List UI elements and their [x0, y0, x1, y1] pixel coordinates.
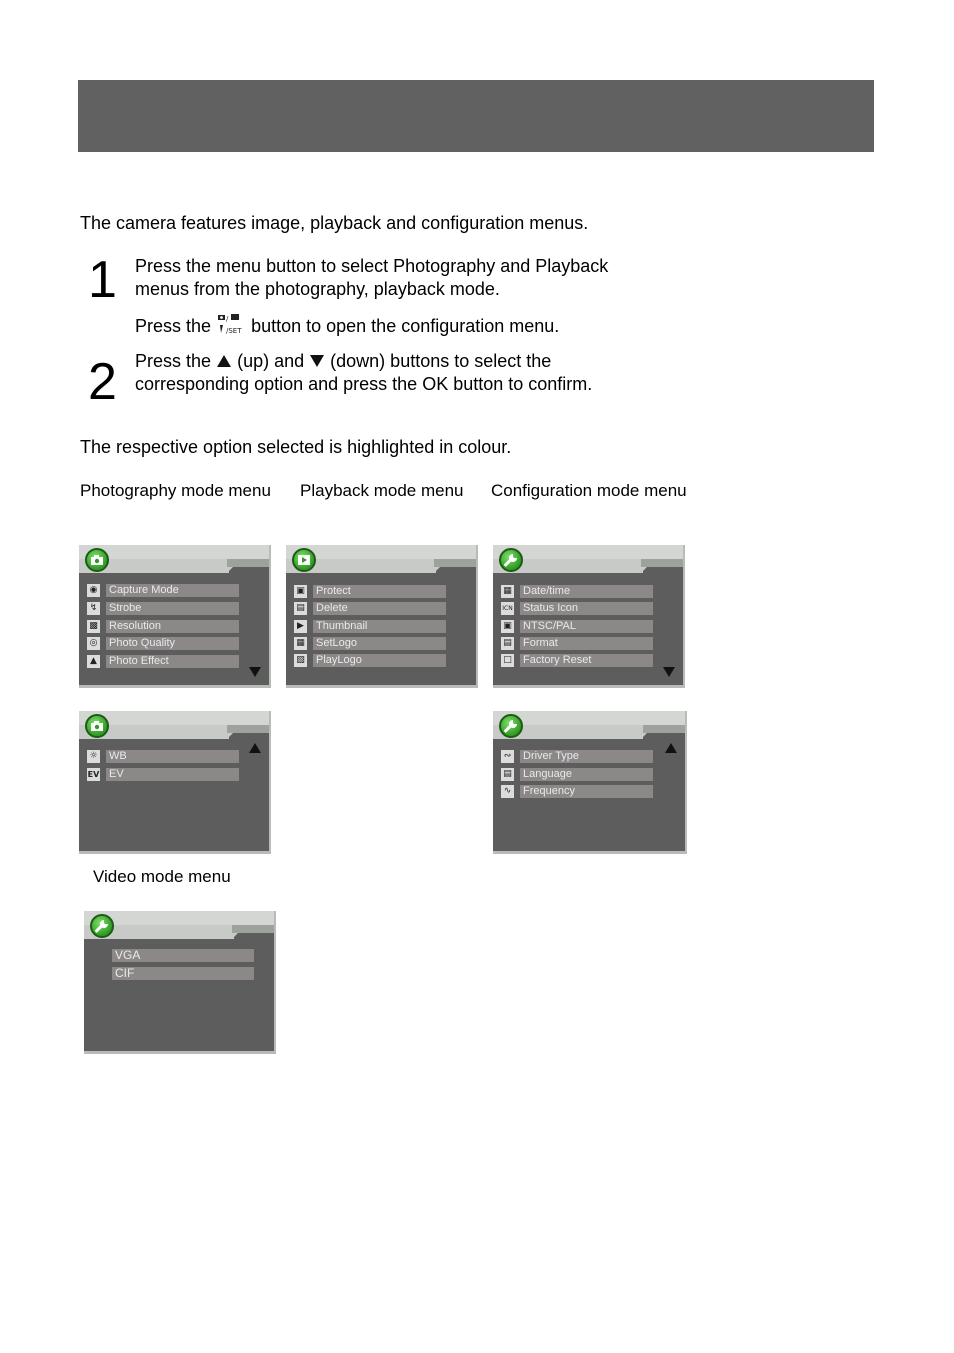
- lock-icon: ▣: [294, 585, 307, 598]
- svg-text:/: /: [226, 315, 229, 323]
- step-number-1: 1: [88, 251, 117, 309]
- step-1-line-2: menus from the photography, playback mode.: [135, 279, 500, 299]
- down-arrow-icon: [309, 351, 325, 374]
- caption-photography: Photography mode menu: [80, 481, 271, 500]
- effect-icon: ▲: [87, 655, 100, 668]
- scroll-down-icon: [663, 667, 675, 677]
- playlogo-icon: ▧: [294, 654, 307, 667]
- step-number-2: 2: [88, 353, 117, 411]
- scroll-up-icon: [665, 743, 677, 753]
- wrench-icon: [499, 548, 523, 572]
- video-menu-screen: VGA CIF: [84, 911, 276, 1054]
- camera-icon: ◉: [87, 584, 100, 597]
- format-icon: ▤: [501, 637, 514, 650]
- camera-icon: [85, 548, 109, 572]
- header-band: [78, 80, 874, 152]
- step-1-line-1: Press the menu button to select Photography and Playback: [135, 256, 609, 276]
- step-2-text-a: Press the: [135, 351, 212, 371]
- step-1-config-prefix: Press the: [135, 315, 212, 336]
- caption-configuration: Configuration mode menu: [491, 481, 687, 500]
- language-icon: ▤: [501, 768, 514, 781]
- configuration-menu-screen-2: ∾ Driver Type ▤ Language ∿ Frequency: [493, 711, 687, 854]
- svg-text:/SET: /SET: [226, 327, 242, 335]
- ev-icon: EV: [87, 770, 100, 779]
- tv-icon: ▣: [501, 620, 514, 633]
- reset-icon: □: [501, 654, 514, 667]
- calendar-icon: ▦: [501, 585, 514, 598]
- resolution-icon: ▩: [87, 620, 100, 633]
- trash-icon: ▤: [294, 602, 307, 615]
- driver-icon: ∾: [501, 750, 514, 763]
- step-1-config-line: [135, 313, 559, 341]
- camera-icon: [85, 714, 109, 738]
- frequency-icon: ∿: [501, 785, 514, 798]
- step-2-text-c: (down) buttons to select the: [330, 351, 552, 371]
- flash-icon: ↯: [87, 602, 100, 615]
- photography-menu-screen-1: ◉ Capture Mode ↯ Strobe ▩ Resolution ◎ Photo Quality ▲ Photo Effect: [79, 545, 271, 688]
- step-1-config-suffix: button to open the configuration menu.: [251, 315, 560, 336]
- wrench-icon: [90, 914, 114, 938]
- caption-video: Video mode menu: [93, 867, 231, 886]
- scroll-up-icon: [249, 743, 261, 753]
- intro-text: The camera features image, playback and configuration menus.: [80, 213, 589, 233]
- scroll-down-icon: [249, 667, 261, 677]
- highlight-note: The respective option selected is highlighted in colour.: [80, 437, 512, 457]
- sun-icon: ☼: [87, 750, 100, 763]
- playback-menu-screen: ▣ Protect ▤ Delete ▶ Thumbnail ▦ SetLogo ▧ PlayLogo: [286, 545, 478, 688]
- play-icon: [292, 548, 316, 572]
- photography-menu-screen-2: ☼ WB EV EV: [79, 711, 271, 854]
- wrench-icon: [499, 714, 523, 738]
- up-arrow-icon: [216, 351, 232, 374]
- step-2-line-1: [135, 350, 551, 374]
- camera-set-button-icon: [216, 313, 246, 341]
- status-icon: ICN: [501, 602, 514, 615]
- step-2-line-2: corresponding option and press the OK button to confirm.: [135, 374, 593, 394]
- quality-icon: ◎: [87, 637, 100, 650]
- thumbnail-icon: ▶: [294, 620, 307, 633]
- step-2-text-b: (up) and: [237, 351, 305, 371]
- caption-playback: Playback mode menu: [300, 481, 464, 500]
- setlogo-icon: ▦: [294, 637, 307, 650]
- configuration-menu-screen-1: ▦ Date/time ICN Status Icon ▣ NTSC/PAL ▤ Format □ Factory Reset: [493, 545, 685, 688]
